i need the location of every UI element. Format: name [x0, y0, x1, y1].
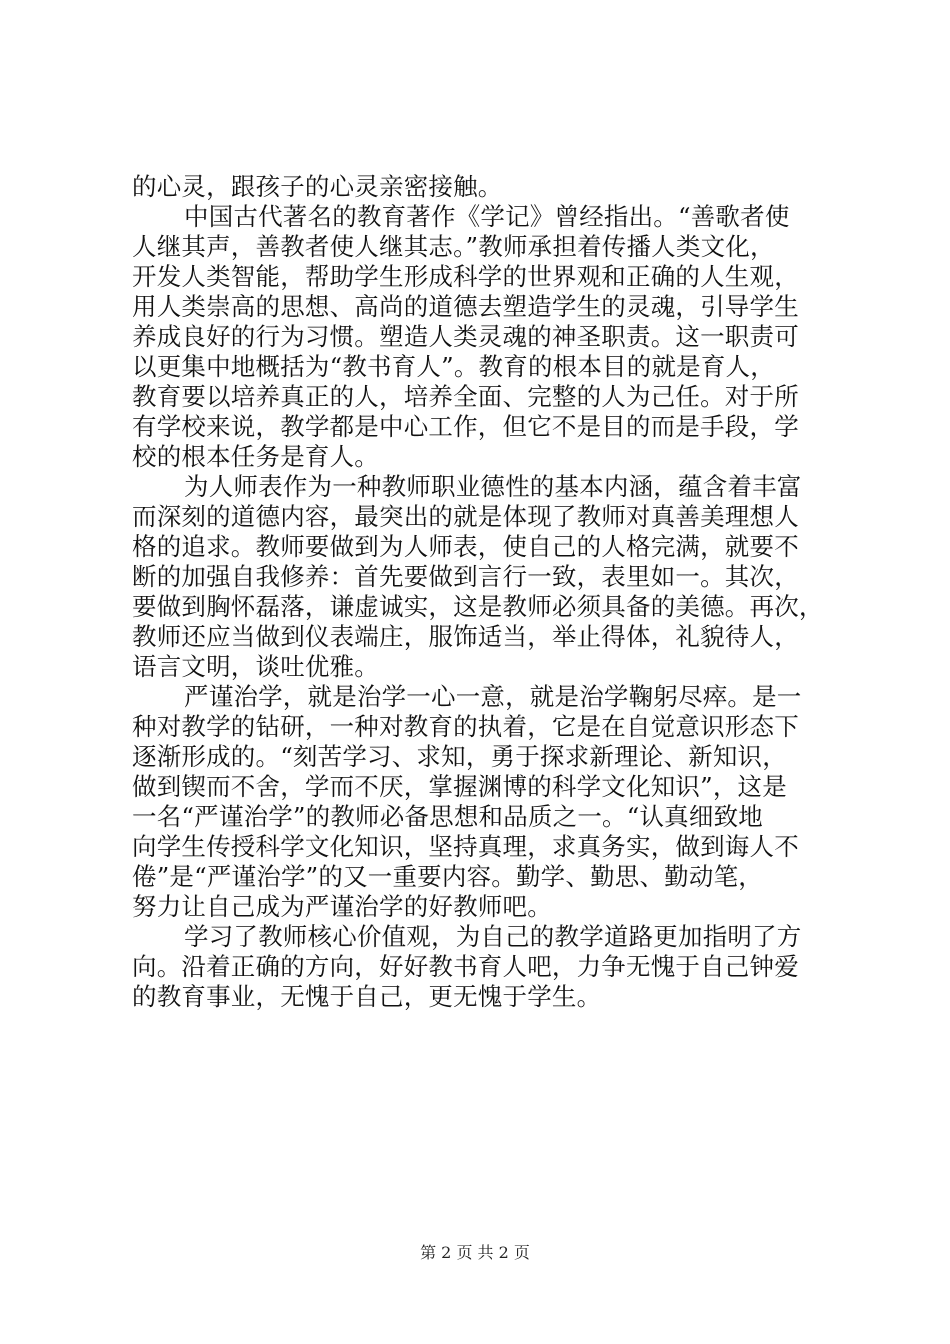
text-line: 格的追求。教师要做到为人师表，使自己的人格完满，就要不: [132, 532, 799, 561]
text-line: 的心灵，跟孩子的心灵亲密接触。: [132, 172, 503, 201]
text-line: 语言文明，谈吐优雅。: [132, 652, 379, 681]
text-line: 开发人类智能，帮助学生形成科学的世界观和正确的人生观，: [132, 262, 799, 291]
text-line: 倦”是“严谨治学”的又一重要内容。勤学、勤思、勤动笔，: [132, 862, 763, 891]
text-line: 学习了教师核心价值观，为自己的教学道路更加指明了方: [184, 922, 802, 951]
text-line: 断的加强自我修养：首先要做到言行一致，表里如一。其次，: [132, 562, 799, 591]
document-body: [132, 172, 822, 1012]
text-line: 有学校来说，教学都是中心工作，但它不是目的而是手段，学: [132, 412, 799, 441]
text-line: 努力让自己成为严谨治学的好教师吧。: [132, 892, 552, 921]
text-line: 教师还应当做到仪表端庄，服饰适当，举止得体，礼貌待人，: [132, 622, 799, 651]
text-line: 以更集中地概括为“教书育人”。教育的根本目的就是育人，: [132, 352, 775, 381]
text-line: 要做到胸怀磊落，谦虚诚实，这是教师必须具备的美德。再次，: [132, 592, 824, 621]
text-line: 向学生传授科学文化知识，坚持真理，求真务实，做到诲人不: [132, 832, 799, 861]
text-line: 人继其声，善教者使人继其志。”教师承担着传播人类文化，: [132, 232, 775, 261]
text-line: 逐渐形成的。“刻苦学习、求知，勇于探求新理论、新知识，: [132, 742, 787, 771]
page-footer: 第 2 页 共 2 页: [420, 1243, 530, 1262]
text-line: 的教育事业，无愧于自己，更无愧于学生。: [132, 982, 602, 1011]
text-line: 用人类崇高的思想、高尚的道德去塑造学生的灵魂，引导学生: [132, 292, 799, 321]
text-line: 向。沿着正确的方向，好好教书育人吧，力争无愧于自己钟爱: [132, 952, 799, 981]
text-line: 做到锲而不舍，学而不厌，掌握渊博的科学文化知识”，这是: [132, 772, 787, 801]
text-line: 而深刻的道德内容，最突出的就是体现了教师对真善美理想人: [132, 502, 799, 531]
text-line: 中国古代著名的教育著作《学记》曾经指出。“善歌者使: [184, 202, 790, 231]
text-line: 校的根本任务是育人。: [132, 442, 379, 471]
text-line: 养成良好的行为习惯。塑造人类灵魂的神圣职责。这一职责可: [132, 322, 799, 351]
text-line: 为人师表作为一种教师职业德性的基本内涵，蕴含着丰富: [184, 472, 802, 501]
text-line: 严谨治学，就是治学一心一意，就是治学鞠躬尽瘁。是一: [184, 682, 802, 711]
text-line: 一名“严谨治学”的教师必备思想和品质之一。“认真细致地: [132, 802, 763, 831]
text-line: 种对教学的钻研，一种对教育的执着，它是在自觉意识形态下: [132, 712, 799, 741]
text-line: 教育要以培养真正的人，培养全面、完整的人为己任。对于所: [132, 382, 799, 411]
